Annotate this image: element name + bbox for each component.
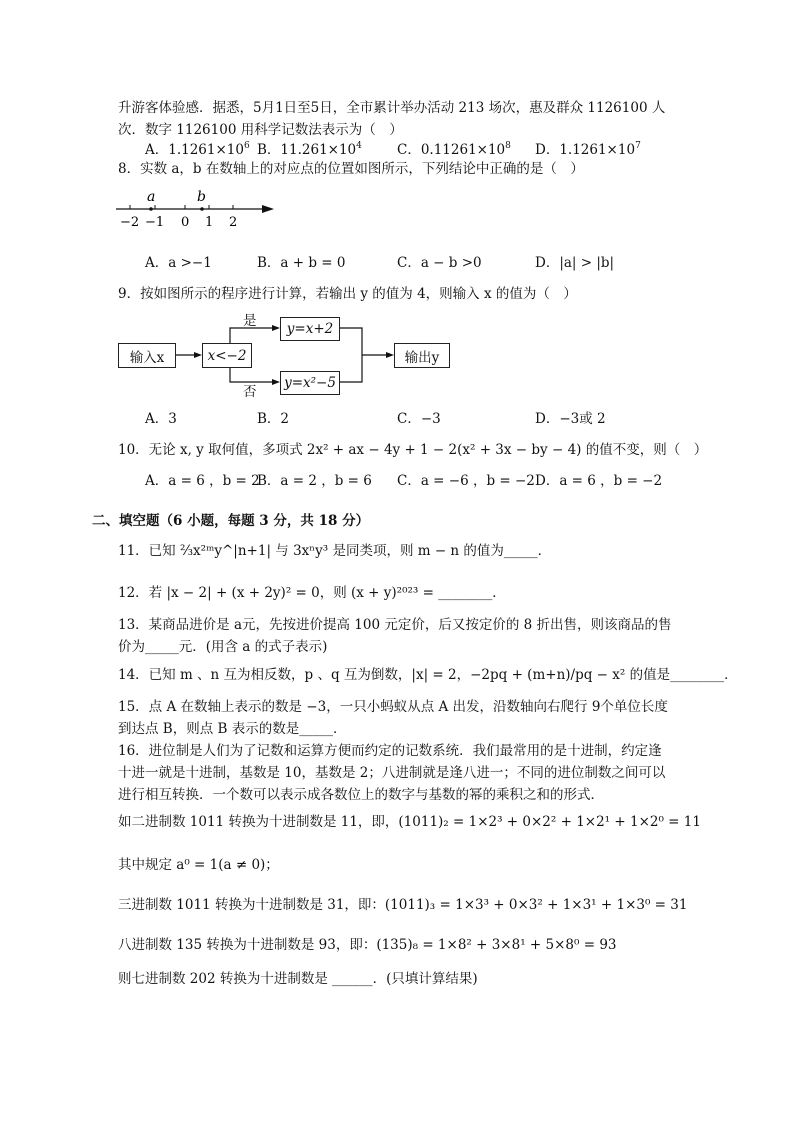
q9-stem: 9．按如图所示的程序进行计算，若输出 y 的值为 4，则输入 x 的值为（ ）	[118, 286, 577, 302]
q16-example-ternary: 三进制数 1011 转换为十进制数是 31，即：(1011)₃ = 1×3³ + 0×3² + 1×3¹ + 1×3⁰ = 31	[118, 897, 688, 913]
flow-no-branch-box: y=x²−5	[280, 371, 340, 395]
point-b-label: b	[197, 189, 206, 205]
flow-no-label: 否	[243, 384, 257, 400]
q14: 14．已知 m 、n 互为相反数，p 、q 互为倒数，|x| = 2，−2pq + (m+n)/pq − x² 的值是________．	[118, 667, 738, 683]
point-a-dot	[149, 207, 153, 211]
point-b-dot	[200, 207, 204, 211]
q10-stem: 10．无论 x, y 取何值，多项式 2x² + ax − 4y + 1 − 2(x² + 3x − by − 4) 的值不变，则（ ）	[118, 442, 708, 458]
q9-option-b: B．2	[257, 411, 290, 427]
tick-label: 1	[205, 215, 214, 230]
tick-label: −1	[145, 215, 165, 230]
tick-label: 0	[181, 215, 190, 230]
q16-line1: 16．进位制是人们为了记数和运算方便而约定的记数系统．我们最常用的是十进制，约定逢	[118, 743, 662, 759]
q16-question: 则七进制数 202 转换为十进制数是 ______．(只填计算结果)	[118, 971, 478, 987]
q7-option-a: A．$1.1261\times 10^6$	[145, 141, 250, 158]
q16-example-binary: 如二进制数 1011 转换为十进制数是 11，即，(1011)₂ = 1×2³ + 0×2² + 1×2¹ + 1×2⁰ = 11	[118, 814, 701, 830]
q16-rule: 其中规定 a⁰ = 1(a ≠ 0)；	[118, 857, 279, 873]
flow-yes-branch-box: y=x+2	[280, 317, 340, 341]
q7-option-c: C．$0.11261\times 10^8$	[397, 141, 511, 158]
q9-option-a: A．3	[145, 411, 177, 427]
q7-line1: 升游客体验感．据悉，5月1日至5日，全市累计举办活动 213 场次，惠及群众 1126100 人	[118, 100, 666, 116]
number-line-figure	[112, 184, 282, 232]
flow-yes-label: 是	[243, 313, 257, 329]
flow-condition-box: x<−2	[202, 343, 252, 368]
flow-output-box: 输出y	[394, 343, 450, 368]
q16-line3: 进行相互转换．一个数可以表示成各数位上的数字与基数的幂的乘积之和的形式．	[118, 787, 604, 803]
q10-option-b: B．a = 2 ，b = 6	[257, 473, 372, 489]
q10-option-d: D．a = 6 ，b = −2	[535, 473, 663, 489]
q15-line2: 到达点 B，则点 B 表示的数是_____．	[118, 721, 347, 737]
q13-line2: 价为_____元．(用含 a 的式子表示)	[118, 639, 328, 655]
q10-option-c: C．a = −6 ，b = −2	[397, 473, 535, 489]
q7-line2: 次．数字 1126100 用科学记数法表示为（ ）	[118, 122, 403, 138]
q8-stem: 8．实数 a，b 在数轴上的对应点的位置如图所示，下列结论中正确的是（ ）	[118, 161, 584, 177]
q16-example-octal: 八进制数 135 转换为十进制数是 93，即：(135)₈ = 1×8² + 3×8¹ + 5×8⁰ = 93	[118, 937, 617, 953]
q15-line1: 15．点 A 在数轴上表示的数是 −3，一只小蚂蚁从点 A 出发，沿数轴向右爬行 9个单位长度	[118, 699, 668, 715]
q8-option-a: A．a >−1	[145, 255, 212, 271]
q8-option-c: C．a − b >0	[397, 255, 482, 271]
q16-line2: 十进一就是十进制，基数是 10，基数是 2；八进制就是逢八进一；不同的进位制数之间可以	[118, 765, 666, 781]
tick-label: 2	[229, 215, 238, 230]
q13-line1: 13．某商品进价是 a元，先按进价提高 100 元定价，后又按定价的 8 折出售，则该商品的售	[118, 617, 672, 633]
q8-option-d: D．|a| > |b|	[535, 255, 615, 271]
q9-option-d: D．−3或 2	[535, 411, 606, 427]
q7-option-d: D．$1.1261\times 10^7$	[535, 141, 641, 158]
number-line-arrow	[262, 205, 274, 213]
tick-label: −2	[120, 215, 140, 230]
point-a-label: a	[147, 189, 156, 205]
q12: 12．若 |x − 2| + (x + 2y)² = 0，则 (x + y)²⁰²³ = ________．	[118, 585, 506, 601]
section-title: 二、填空题（6 小题，每题 3 分，共 18 分）	[92, 513, 370, 529]
q10-option-a: A．a = 6 ，b = 2	[145, 473, 260, 489]
q7-option-b: B．$11.261\times 10^4$	[257, 141, 362, 158]
q9-option-c: C．−3	[397, 411, 441, 427]
flow-input-box: 输入x	[118, 343, 176, 368]
q11: 11．已知 ⅔x²ᵐy^|n+1| 与 3xⁿy³ 是同类项，则 m − n 的值为_____．	[118, 543, 552, 559]
q8-option-b: B．a + b = 0	[257, 255, 346, 271]
